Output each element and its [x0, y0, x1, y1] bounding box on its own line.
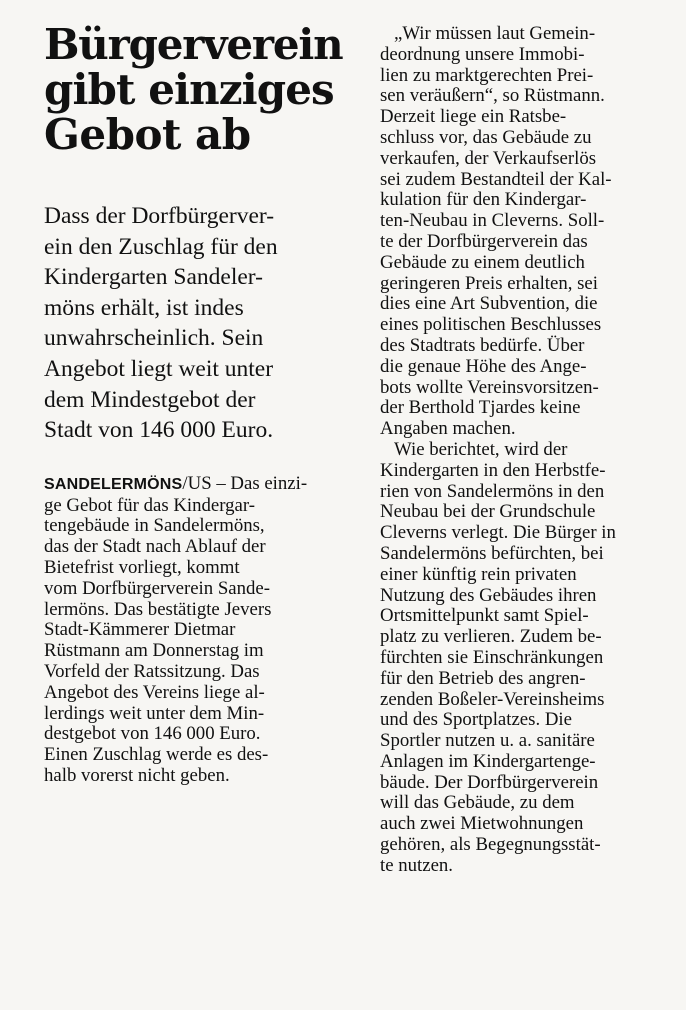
article-line: Wie berichtet, wird der — [394, 438, 568, 460]
article-line: einer künftig rein privaten — [380, 563, 577, 585]
article-line: eines politischen Beschlusses — [380, 314, 602, 336]
article-line: Angebot des Vereins liege al- — [44, 681, 265, 703]
article-line: te der Dorfbürgerverein das — [380, 230, 588, 252]
article-line: Gebäude zu einem deutlich — [380, 251, 585, 273]
article-line: halb vorerst nicht geben. — [44, 764, 230, 786]
article-line: destgebot von 146 000 Euro. — [44, 723, 261, 745]
article-line: geringeren Preis erhalten, sei — [380, 272, 598, 294]
article-body-left — [44, 474, 334, 787]
headline-line: gibt einziges — [44, 65, 334, 114]
headline-line: Gebot ab — [44, 110, 251, 159]
article-line: dies eine Art Subvention, die — [380, 293, 598, 315]
article-line: „Wir müssen laut Gemein- — [394, 23, 596, 44]
article-line: Vorfeld der Ratssitzung. Das — [44, 660, 260, 682]
article-line: für den Betrieb des angren- — [380, 667, 586, 689]
headline — [44, 20, 343, 159]
article-line: Einen Zuschlag werde es des- — [44, 744, 269, 766]
article-line: das der Stadt nach Ablauf der — [44, 536, 266, 558]
author-suffix: /US – Das einzi- — [182, 472, 308, 494]
article-line: bäude. Der Dorfbürgerverein — [380, 771, 599, 793]
article-line: verkaufen, der Verkaufserlös — [380, 147, 597, 169]
article-line — [44, 474, 334, 496]
article-line: Anlagen im Kindergartenge- — [380, 750, 596, 772]
teaser-line: unwahrscheinlich. Sein — [44, 325, 264, 352]
article-line: und des Sportplatzes. Die — [380, 709, 572, 731]
article-line: sei zudem Bestandteil der Kal- — [380, 168, 612, 190]
article-line: Kindergarten in den Herbstfe- — [380, 459, 606, 481]
article-line: lermöns. Das bestätigte Jevers — [44, 598, 272, 620]
article-line: die genaue Höhe des Ange- — [380, 355, 587, 377]
headline-line: Bürgerverein — [44, 20, 343, 69]
article-line: lien zu marktgerechten Prei- — [380, 64, 594, 86]
article-line: der Berthold Tjardes keine — [380, 397, 581, 419]
article-line: Rüstmann am Donnerstag im — [44, 640, 264, 662]
teaser-line: Dass der Dorfbürgerver- — [44, 203, 275, 229]
paragraph-1 — [380, 24, 670, 440]
article-line: platz zu verlieren. Zudem be- — [380, 626, 602, 648]
article-line: Cleverns verlegt. Die Bürger in — [380, 522, 616, 544]
teaser-line: dem Mindestgebot der — [44, 386, 256, 413]
article-line: zenden Boßeler-Vereinsheims — [380, 688, 605, 710]
teaser-line: Kindergarten Sandeler- — [44, 264, 263, 291]
article-line: Angaben machen. — [380, 418, 516, 440]
right-column — [380, 24, 670, 877]
article-line: Bietefrist vorliegt, kommt — [44, 556, 240, 578]
article-line: auch zwei Mietwohnungen — [380, 813, 584, 835]
dateline: SANDELERMÖNS — [44, 475, 183, 493]
teaser-line: ein den Zuschlag für den — [44, 233, 278, 260]
article-line: schluss vor, das Gebäude zu — [380, 126, 592, 148]
article-line: sen veräußern“, so Rüstmann. — [380, 85, 605, 107]
left-column — [44, 20, 343, 787]
article-line: deordnung unsere Immobi- — [380, 43, 585, 65]
paragraph-2 — [380, 440, 670, 877]
article-line: vom Dorfbürgerverein Sande- — [44, 577, 270, 599]
article-line: Stadt-Kämmerer Dietmar — [44, 619, 236, 641]
article-line: Derzeit liege ein Ratsbe- — [380, 106, 567, 128]
article-line: Nutzung des Gebäudes ihren — [380, 584, 597, 606]
article-line: des Stadtrats bedürfe. Über — [380, 334, 585, 356]
article-line: te nutzen. — [380, 854, 454, 876]
article-line: kulation für den Kindergar- — [380, 189, 587, 211]
article-line: Sandelermöns befürchten, bei — [380, 542, 604, 564]
teaser-line: möns erhält, ist indes — [44, 294, 244, 321]
article-line: Neubau bei der Grundschule — [380, 501, 596, 523]
teaser — [44, 201, 334, 446]
article-line: tengebäude in Sandelermöns, — [44, 515, 265, 537]
article-line: fürchten sie Einschränkungen — [380, 646, 604, 668]
article-line: lerdings weit unter dem Min- — [44, 702, 265, 724]
article-line: Sportler nutzen u. a. sanitäre — [380, 730, 595, 752]
teaser-line: Stadt von 146 000 Euro. — [44, 417, 274, 444]
article-line: ge Gebot für das Kindergar- — [44, 494, 256, 516]
article-line: will das Gebäude, zu dem — [380, 792, 575, 814]
article-line: gehören, als Begegnungsstät- — [380, 834, 601, 856]
article-line: bots wollte Vereinsvorsitzen- — [380, 376, 599, 398]
article-line: ten-Neubau in Cleverns. Soll- — [380, 210, 605, 232]
teaser-line: Angebot liegt weit unter — [44, 355, 274, 382]
article-line: rien von Sandelermöns in den — [380, 480, 605, 502]
article-line: Ortsmittelpunkt samt Spiel- — [380, 605, 589, 627]
